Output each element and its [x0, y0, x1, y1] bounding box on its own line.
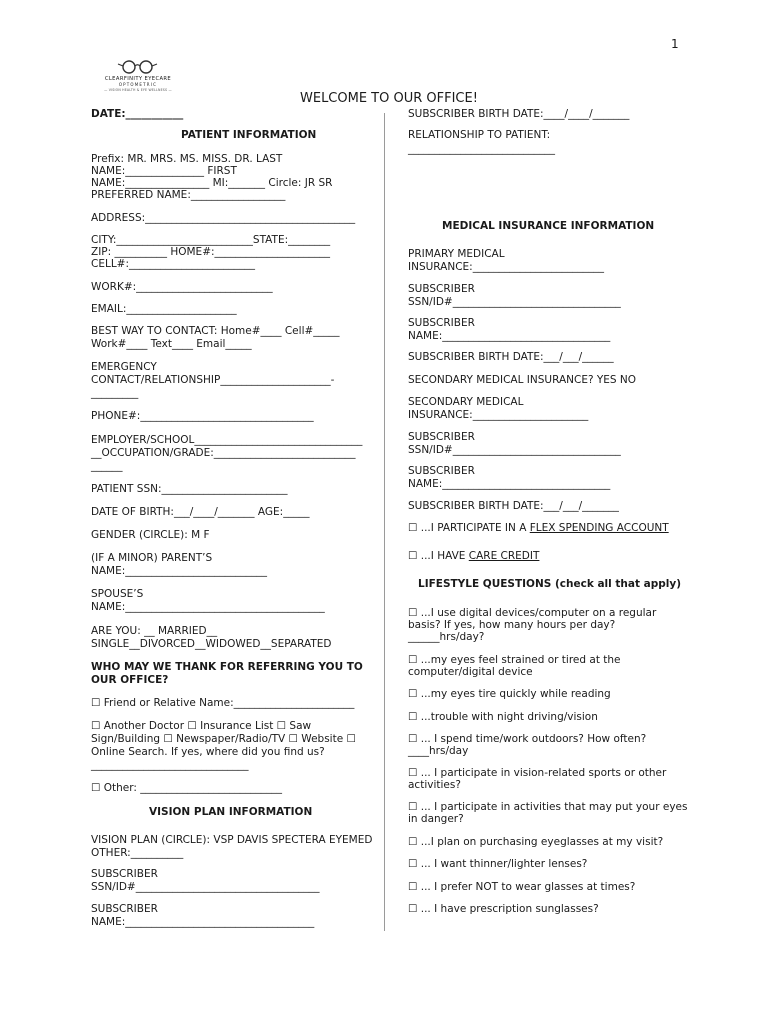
secondary-subscriber-name-field[interactable]: NAME:________________________________	[408, 478, 611, 490]
primary-subscriber-name-label: SUBSCRIBER	[408, 317, 475, 329]
vision-plan-other-field[interactable]: OTHER:__________	[91, 847, 184, 859]
parent-label: (IF A MINOR) PARENT’S	[91, 552, 213, 564]
first-name-field[interactable]: NAME:_______________ FIRST	[91, 165, 237, 177]
work-phone-field[interactable]: WORK#:__________________________	[91, 281, 273, 293]
employer-field[interactable]: EMPLOYER/SCHOOL________________________________	[91, 434, 363, 446]
occupation-field[interactable]: __OCCUPATION/GRADE:___________________________	[91, 447, 356, 459]
care-credit-text: ☐ ...I HAVE	[408, 550, 469, 562]
tire-reading-checkbox[interactable]: ☐ ...my eyes tire quickly while reading	[408, 688, 611, 700]
flex-spending-link[interactable]: FLEX SPENDING ACCOUNT	[529, 522, 669, 534]
digital-devices-question: basis? If yes, how many hours per day?	[408, 619, 616, 631]
patient-info-heading: PATIENT INFORMATION	[181, 129, 317, 141]
phone-field[interactable]: PHONE#:_________________________________	[91, 410, 314, 422]
care-credit-link[interactable]: CARE CREDIT	[468, 550, 540, 562]
eyeglasses-icon	[96, 58, 180, 76]
gender-field[interactable]: GENDER (CIRCLE): M F	[91, 529, 210, 541]
outdoors-hours-field[interactable]: ____hrs/day	[408, 745, 469, 757]
address-field[interactable]: ADDRESS:________________________________________	[91, 212, 356, 224]
danger-activities-text: in danger?	[408, 813, 464, 825]
thinner-lenses-checkbox[interactable]: ☐ ... I want thinner/lighter lenses?	[408, 858, 588, 870]
logo-name: CLEARFINITY EYECARE	[104, 76, 172, 82]
page-title: WELCOME TO OUR OFFICE!	[300, 91, 478, 106]
middle-initial-field[interactable]: NAME:________________ MI:_______ Circle: JR SR	[91, 177, 333, 189]
occupation-field-cont[interactable]: ______	[91, 460, 123, 472]
online-search-field[interactable]: ______________________________	[91, 759, 249, 771]
marital-status-field[interactable]: ARE YOU: __ MARRIED__	[91, 625, 218, 637]
flex-spending-checkbox[interactable]	[408, 522, 669, 535]
danger-activities-checkbox[interactable]: ☐ ... I participate in activities that may put your eyes	[408, 801, 688, 813]
vision-subscriber-ssn-field[interactable]: SSN/ID#___________________________________	[91, 881, 320, 893]
other-referral-checkbox[interactable]: ☐ Other: ___________________________	[91, 782, 283, 794]
primary-subscriber-label: SUBSCRIBER	[408, 283, 475, 295]
secondary-insurance-question[interactable]: SECONDARY MEDICAL INSURANCE? YES NO	[408, 374, 637, 386]
preferred-name-field[interactable]: PREFERRED NAME:__________________	[91, 189, 286, 201]
date-of-birth-field[interactable]: DATE OF BIRTH:___/____/_______ AGE:_____	[91, 506, 310, 518]
vision-plan-field[interactable]: VISION PLAN (CIRCLE): VSP DAVIS SPECTERA EYEMED	[91, 834, 373, 846]
cell-field[interactable]: CELL#:________________________	[91, 258, 256, 270]
relationship-label: RELATIONSHIP TO PATIENT:	[408, 129, 551, 141]
referral-source-checkboxes-2[interactable]: Sign/Building ☐ Newspaper/Radio/TV ☐ Website ☐	[91, 733, 356, 745]
marital-status-options[interactable]: SINGLE__DIVORCED__WIDOWED__SEPARATED	[91, 638, 332, 650]
primary-insurance-label: PRIMARY MEDICAL	[408, 248, 505, 260]
secondary-insurance-label: SECONDARY MEDICAL	[408, 396, 524, 408]
emergency-contact-field-cont[interactable]: _________	[91, 387, 139, 399]
referral-heading: WHO MAY WE THANK FOR REFERRING YOU TO	[91, 661, 363, 673]
secondary-subscriber-name-label: SUBSCRIBER	[408, 465, 475, 477]
emergency-contact-field[interactable]: CONTACT/RELATIONSHIP_____________________-	[91, 374, 335, 386]
referral-source-checkboxes[interactable]: ☐ Another Doctor ☐ Insurance List ☐ Saw	[91, 720, 312, 732]
primary-subscriber-ssn-field[interactable]: SSN/ID#________________________________	[408, 296, 621, 308]
lifestyle-heading: LIFESTYLE QUESTIONS (check all that apply)	[418, 578, 682, 590]
clinic-logo	[96, 58, 180, 96]
outdoors-checkbox[interactable]: ☐ ... I spend time/work outdoors? How often?	[408, 733, 647, 745]
prefix-field[interactable]: Prefix: MR. MRS. MS. MISS. DR. LAST	[91, 153, 283, 165]
digital-hours-field[interactable]: ______hrs/day?	[408, 631, 485, 643]
digital-devices-checkbox[interactable]: ☐ ...I use digital devices/computer on a regular	[408, 607, 657, 619]
night-driving-checkbox[interactable]: ☐ ...trouble with night driving/vision	[408, 711, 598, 723]
zip-home-field[interactable]: ZIP: __________ HOME#:______________________	[91, 246, 331, 258]
relationship-field[interactable]: ____________________________	[408, 143, 555, 155]
vision-subscriber-label: SUBSCRIBER	[91, 868, 158, 880]
secondary-subscriber-ssn-field[interactable]: SSN/ID#________________________________	[408, 444, 621, 456]
medical-insurance-heading: MEDICAL INSURANCE INFORMATION	[442, 220, 655, 232]
patient-ssn-field[interactable]: PATIENT SSN:________________________	[91, 483, 288, 495]
date-field[interactable]: DATE:___________	[91, 108, 184, 120]
emergency-label: EMERGENCY	[91, 361, 157, 373]
plan-eyeglasses-checkbox[interactable]: ☐ ...I plan on purchasing eyeglasses at my visit?	[408, 836, 664, 848]
best-way-contact-field[interactable]: BEST WAY TO CONTACT: Home#____ Cell#_____	[91, 325, 340, 337]
sports-text: activities?	[408, 779, 461, 791]
referral-heading-cont: OUR OFFICE?	[91, 674, 169, 686]
secondary-insurance-field[interactable]: INSURANCE:______________________	[408, 409, 589, 421]
not-wear-glasses-checkbox[interactable]: ☐ ... I prefer NOT to wear glasses at times?	[408, 881, 636, 893]
prescription-sunglasses-checkbox[interactable]: ☐ ... I have prescription sunglasses?	[408, 903, 599, 915]
best-way-contact-options[interactable]: Work#____ Text____ Email_____	[91, 338, 252, 350]
care-credit-checkbox[interactable]	[408, 550, 539, 563]
eye-strain-text: computer/digital device	[408, 666, 533, 678]
flex-spending-text: ☐ ...I PARTICIPATE IN A	[408, 522, 530, 534]
eye-strain-checkbox[interactable]: ☐ ...my eyes feel strained or tired at the	[408, 654, 621, 666]
spouse-label: SPOUSE’S	[91, 588, 144, 600]
subscriber-birth-date-field[interactable]: SUBSCRIBER BIRTH DATE:____/____/_______	[408, 108, 630, 120]
primary-subscriber-birth-date-field[interactable]: SUBSCRIBER BIRTH DATE:___/___/______	[408, 351, 614, 363]
secondary-subscriber-birth-date-field[interactable]: SUBSCRIBER BIRTH DATE:___/___/_______	[408, 500, 619, 512]
vision-subscriber-name-field[interactable]: NAME:____________________________________	[91, 916, 315, 928]
city-state-field[interactable]: CITY:__________________________STATE:________	[91, 234, 331, 246]
secondary-subscriber-label: SUBSCRIBER	[408, 431, 475, 443]
logo-tagline: — VISION HEALTH & EYE WELLNESS —	[104, 88, 172, 92]
vision-plan-heading: VISION PLAN INFORMATION	[149, 806, 313, 818]
logo-subtitle: OPTOMETRIC	[118, 82, 158, 87]
primary-subscriber-name-field[interactable]: NAME:________________________________	[408, 330, 611, 342]
spouse-name-field[interactable]: NAME:______________________________________	[91, 601, 325, 613]
friend-referral-checkbox[interactable]: ☐ Friend or Relative Name:_______________________	[91, 697, 355, 709]
online-search-question: Online Search. If yes, where did you find us?	[91, 746, 325, 758]
email-field[interactable]: EMAIL:_____________________	[91, 303, 237, 315]
vision-subscriber-name-label: SUBSCRIBER	[91, 903, 158, 915]
column-divider	[384, 113, 385, 931]
sports-checkbox[interactable]: ☐ ... I participate in vision-related sports or other	[408, 767, 667, 779]
page-number: 1	[671, 37, 679, 51]
primary-insurance-field[interactable]: INSURANCE:_________________________	[408, 261, 604, 273]
parent-name-field[interactable]: NAME:___________________________	[91, 565, 268, 577]
